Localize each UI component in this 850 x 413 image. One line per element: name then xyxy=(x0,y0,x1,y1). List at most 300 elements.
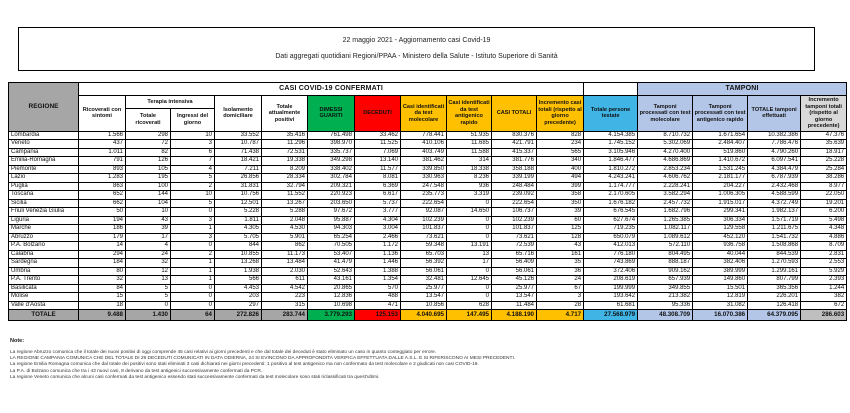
value-cell: 52.643 xyxy=(308,267,355,276)
table-header xyxy=(9,83,847,132)
region-cell: P.A. Bolzano xyxy=(9,242,79,251)
value-cell: 1.571.719 xyxy=(748,216,801,225)
value-cell: 6.200 xyxy=(801,208,847,217)
value-cell: 11.552 xyxy=(262,191,308,200)
value-cell: 389.999 xyxy=(693,267,748,276)
value-cell: 283.744 xyxy=(262,310,308,321)
value-cell: 0 xyxy=(126,301,171,310)
region-cell: Veneto xyxy=(9,140,79,149)
value-cell: 1.915.017 xyxy=(693,199,748,208)
value-cell: 888.187 xyxy=(638,259,693,268)
table-row xyxy=(9,140,847,149)
value-cell: 1.938 xyxy=(215,267,262,276)
value-cell: 51.935 xyxy=(447,131,492,140)
value-cell: 2.432.468 xyxy=(748,182,801,191)
value-cell: 2 xyxy=(171,250,215,259)
value-cell: 365.356 xyxy=(748,284,801,293)
value-cell: 8.709 xyxy=(801,242,847,251)
value-cell: 4.886 xyxy=(801,233,847,242)
value-cell: 43.161 xyxy=(308,276,355,285)
value-cell: 2.553 xyxy=(801,259,847,268)
table-row xyxy=(9,216,847,225)
value-cell: 0 xyxy=(171,301,215,310)
value-cell: 5.498 xyxy=(801,216,847,225)
value-cell: 186 xyxy=(79,225,126,234)
value-cell: 350 xyxy=(537,199,584,208)
value-cell: 2.048 xyxy=(262,216,308,225)
value-cell: 0 xyxy=(171,242,215,251)
value-cell: 56.392 xyxy=(401,259,447,268)
value-cell: 126.418 xyxy=(748,301,801,310)
value-cell: 830.376 xyxy=(492,131,537,140)
region-cell: Sicilia xyxy=(9,199,79,208)
value-cell: 650.079 xyxy=(584,233,638,242)
value-cell: 0 xyxy=(447,284,492,293)
title-line2: Dati aggregati quotidiani Regioni/PPAA - Ministero della Salute - Istituto Superiore di Sanità xyxy=(275,53,558,61)
value-cell: 26.856 xyxy=(215,174,262,183)
value-cell: 40.044 xyxy=(693,250,748,259)
value-cell: 719.235 xyxy=(584,225,638,234)
value-cell: 349.298 xyxy=(308,157,355,166)
value-cell: 3.004 xyxy=(355,225,401,234)
value-cell: 11.588 xyxy=(447,148,492,157)
value-cell: 61.681 xyxy=(584,301,638,310)
value-cell: 372.406 xyxy=(584,267,638,276)
table-row xyxy=(9,301,847,310)
value-cell: 2.466 xyxy=(355,233,401,242)
value-cell: 400 xyxy=(537,165,584,174)
value-cell: 381.776 xyxy=(492,157,537,166)
value-cell: 82 xyxy=(126,148,171,157)
value-cell: 1.265.385 xyxy=(638,216,693,225)
value-cell: 421.791 xyxy=(492,140,537,149)
value-cell: 415.337 xyxy=(492,148,537,157)
value-cell: 204.227 xyxy=(693,182,748,191)
value-cell: 128 xyxy=(537,233,584,242)
value-cell: 18.917 xyxy=(801,148,847,157)
value-cell: 5.302.069 xyxy=(638,140,693,149)
header-tamponi-banner: TAMPONI xyxy=(638,83,847,96)
value-cell: 43 xyxy=(126,216,171,225)
value-cell: 4 xyxy=(126,242,171,251)
value-cell: 6.617 xyxy=(355,191,401,200)
value-cell: 627.674 xyxy=(584,216,638,225)
value-cell: 203.650 xyxy=(308,199,355,208)
value-cell: 67 xyxy=(537,284,584,293)
value-cell: 936.758 xyxy=(693,242,748,251)
value-cell: 12.836 xyxy=(308,293,355,302)
value-cell: 844.539 xyxy=(748,250,801,259)
value-cell: 45.126 xyxy=(492,276,537,285)
value-cell: 1.006.305 xyxy=(693,191,748,200)
value-cell: 33.552 xyxy=(215,131,262,140)
value-cell: 11.173 xyxy=(262,250,308,259)
notes-section xyxy=(10,338,846,381)
region-cell: Abruzzo xyxy=(9,233,79,242)
value-cell: 27.568.979 xyxy=(584,310,638,321)
value-cell: 32.481 xyxy=(401,276,447,285)
value-cell: 1.846.477 xyxy=(584,157,638,166)
value-cell: 70.505 xyxy=(308,242,355,251)
value-cell: 565 xyxy=(537,148,584,157)
value-cell: 11.296 xyxy=(262,140,308,149)
value-cell: 657.939 xyxy=(638,276,693,285)
header-totale-ricoverati: Totale ricoverati xyxy=(126,109,171,131)
value-cell: 662 xyxy=(79,199,126,208)
value-cell: 909.162 xyxy=(638,267,693,276)
value-cell: 306.334 xyxy=(693,216,748,225)
value-cell: 299.341 xyxy=(693,208,748,217)
value-cell: 6 xyxy=(171,148,215,157)
value-cell: 1.174.777 xyxy=(584,182,638,191)
value-cell: 5.288 xyxy=(262,208,308,217)
value-cell: 403.749 xyxy=(401,148,447,157)
header-casi-totali: CASI TOTALI xyxy=(492,96,537,132)
value-cell: 39 xyxy=(537,208,584,217)
table-row xyxy=(9,250,847,259)
value-cell: 437 xyxy=(79,140,126,149)
value-cell: 105 xyxy=(126,165,171,174)
value-cell: 1.745.152 xyxy=(584,140,638,149)
value-cell: 234 xyxy=(537,140,584,149)
value-cell: 3 xyxy=(171,140,215,149)
value-cell: 97.672 xyxy=(308,208,355,217)
value-cell: 11.525 xyxy=(355,140,401,149)
table-row xyxy=(9,276,847,285)
value-cell: 35.639 xyxy=(801,140,847,149)
value-cell: 2.030 xyxy=(262,267,308,276)
value-cell: 226.201 xyxy=(748,293,801,302)
value-cell: 222.654 xyxy=(492,199,537,208)
region-cell: Puglia xyxy=(9,182,79,191)
value-cell: 179 xyxy=(79,233,126,242)
value-cell: 5.228 xyxy=(215,208,262,217)
value-cell: 13.267 xyxy=(262,199,308,208)
value-cell: 2.853.234 xyxy=(638,165,693,174)
value-cell: 13 xyxy=(447,250,492,259)
value-cell: 147.495 xyxy=(447,310,492,321)
value-cell: 10.787 xyxy=(215,140,262,149)
value-cell: 1.531.245 xyxy=(693,165,748,174)
value-cell: 0 xyxy=(171,293,215,302)
title-box xyxy=(18,27,815,71)
value-cell: 4.372.749 xyxy=(748,199,801,208)
value-cell: 125.153 xyxy=(355,310,401,321)
table-row xyxy=(9,208,847,217)
value-cell: 936 xyxy=(447,182,492,191)
value-cell: 1.508.868 xyxy=(748,242,801,251)
value-cell: 1 xyxy=(171,276,215,285)
table-row xyxy=(9,165,847,174)
value-cell: 59.348 xyxy=(401,242,447,251)
value-cell: 4 xyxy=(171,165,215,174)
value-cell: 1.089.612 xyxy=(638,233,693,242)
value-cell: 209.321 xyxy=(308,182,355,191)
table-row xyxy=(9,293,847,302)
header-totale-tamponi: TOTALE tamponi effettuati xyxy=(748,96,801,132)
value-cell: 4.453 xyxy=(215,284,262,293)
value-cell: 239.092 xyxy=(492,191,537,200)
value-cell: 73.621 xyxy=(492,233,537,242)
value-cell: 35 xyxy=(537,259,584,268)
value-cell: 19.201 xyxy=(801,199,847,208)
region-cell: Molise xyxy=(9,293,79,302)
value-cell: 315 xyxy=(262,301,308,310)
value-cell: 4.040.695 xyxy=(401,310,447,321)
header-tamponi-antigenico: Tamponi processati con test antigenico rapido xyxy=(693,96,748,132)
value-cell: 0 xyxy=(447,233,492,242)
value-cell: 195 xyxy=(126,174,171,183)
value-cell: 1.810.272 xyxy=(584,165,638,174)
value-cell: 807.799 xyxy=(748,276,801,285)
value-cell: 0 xyxy=(447,267,492,276)
value-cell: 863 xyxy=(79,182,126,191)
value-cell: 6.369 xyxy=(355,182,401,191)
value-cell: 314 xyxy=(447,157,492,166)
value-cell: 2.457.732 xyxy=(638,199,693,208)
value-cell: 0 xyxy=(447,225,492,234)
value-cell: 4.686.869 xyxy=(638,157,693,166)
value-cell: 13 xyxy=(126,276,171,285)
region-cell: Sardegna xyxy=(9,259,79,268)
value-cell: 8.977 xyxy=(801,182,847,191)
value-cell: 35.416 xyxy=(262,131,308,140)
value-cell: 1.811 xyxy=(215,216,262,225)
value-cell: 381.462 xyxy=(401,157,447,166)
value-cell: 1.671.654 xyxy=(693,131,748,140)
header-attualmente-positivi: Totale attualmente positivi xyxy=(262,96,308,132)
value-cell: 804.495 xyxy=(638,250,693,259)
header-spacer xyxy=(584,83,638,96)
region-cell: Umbria xyxy=(9,267,79,276)
value-cell: 22.050 xyxy=(801,191,847,200)
region-cell: P.A. Trento xyxy=(9,276,79,285)
table-row xyxy=(9,233,847,242)
region-cell: Lombardia xyxy=(9,131,79,140)
value-cell: 10 xyxy=(171,191,215,200)
value-cell: 5 xyxy=(126,293,171,302)
value-cell: 199.999 xyxy=(584,284,638,293)
value-cell: 101.837 xyxy=(492,225,537,234)
header-incremento-tamponi: Incremento tamponi totali (rispetto al giorno precedente) xyxy=(801,96,847,132)
header-regione: REGIONE xyxy=(9,83,79,132)
value-cell: 149.860 xyxy=(693,276,748,285)
value-cell: 106.737 xyxy=(492,208,537,217)
value-cell: 4.270.400 xyxy=(638,148,693,157)
value-cell: 9.488 xyxy=(79,310,126,321)
value-cell: 102.239 xyxy=(401,216,447,225)
table-row xyxy=(9,225,847,234)
table-row xyxy=(9,157,847,166)
value-cell: 32 xyxy=(126,259,171,268)
value-cell: 340 xyxy=(537,157,584,166)
value-cell: 297 xyxy=(215,301,262,310)
value-cell: 298 xyxy=(126,131,171,140)
value-cell: 1.446 xyxy=(355,259,401,268)
value-cell: 213.382 xyxy=(638,293,693,302)
value-cell: 5.901 xyxy=(262,233,308,242)
value-cell: 56.061 xyxy=(492,267,537,276)
header-terapia-intensiva: Terapia intensiva xyxy=(126,96,215,109)
value-cell: 184 xyxy=(79,259,126,268)
value-cell: 31.082 xyxy=(693,301,748,310)
value-cell: 6.787.939 xyxy=(748,174,801,183)
value-cell: 102.239 xyxy=(492,216,537,225)
value-cell: 18.338 xyxy=(447,165,492,174)
value-cell: 1.676.182 xyxy=(584,199,638,208)
value-cell: 5.705 xyxy=(215,233,262,242)
value-cell: 2.228.241 xyxy=(638,182,693,191)
value-cell: 95.887 xyxy=(308,216,355,225)
value-cell: 64 xyxy=(171,310,215,321)
value-cell: 398.970 xyxy=(308,140,355,149)
region-cell: Marche xyxy=(9,225,79,234)
value-cell: 11.577 xyxy=(355,165,401,174)
header-ingressi-giorno: Ingressi del giorno xyxy=(171,109,215,131)
value-cell: 1.270.593 xyxy=(748,259,801,268)
value-cell: 862 xyxy=(262,242,308,251)
value-cell: 73.621 xyxy=(401,233,447,242)
value-cell: 84 xyxy=(79,284,126,293)
header-tamponi-molecolare: Tamponi processati con test molecolare xyxy=(638,96,693,132)
value-cell: 628 xyxy=(447,301,492,310)
value-cell: 25.284 xyxy=(801,165,847,174)
value-cell: 161 xyxy=(537,250,584,259)
region-cell: Liguria xyxy=(9,216,79,225)
region-cell: Piemonte xyxy=(9,165,79,174)
table-row xyxy=(9,191,847,200)
value-cell: 4.188.190 xyxy=(492,310,537,321)
value-cell: 2.393 xyxy=(801,276,847,285)
value-cell: 39 xyxy=(126,225,171,234)
header-deceduti: DECEDUTI xyxy=(355,96,401,132)
note-line: La P.A. di Bolzano comunica che tra i 43 nuovi casi, 8 derivano da test antigenici successivamente confermati da PCR. xyxy=(10,368,263,374)
value-cell: 20.865 xyxy=(308,284,355,293)
value-cell: 16.070.386 xyxy=(693,310,748,321)
header-dimessi-guariti: DIMESSI GUARITI xyxy=(308,96,355,132)
value-cell: 248.484 xyxy=(492,182,537,191)
header-incremento-casi: Incremento casi totali (rispetto al giorno precedente) xyxy=(537,96,584,132)
region-cell: Toscana xyxy=(9,191,79,200)
value-cell: 5 xyxy=(171,174,215,183)
value-cell: 1.136 xyxy=(355,250,401,259)
value-cell: 1 xyxy=(171,267,215,276)
value-cell: 335.737 xyxy=(308,148,355,157)
value-cell: 0 xyxy=(171,208,215,217)
value-cell: 11.484 xyxy=(492,301,537,310)
header-casi-banner: CASI COVID-19 CONFERMATI xyxy=(79,83,584,96)
value-cell: 222.654 xyxy=(401,199,447,208)
value-cell: 6.097.541 xyxy=(748,157,801,166)
value-cell: 1 xyxy=(171,225,215,234)
value-cell: 101.837 xyxy=(401,225,447,234)
table-row xyxy=(9,182,847,191)
value-cell: 43 xyxy=(537,242,584,251)
value-cell: 38.286 xyxy=(801,174,847,183)
value-cell: 3.777 xyxy=(355,208,401,217)
value-cell: 10.756 xyxy=(215,191,262,200)
value-cell: 358.188 xyxy=(492,165,537,174)
value-cell: 1.244 xyxy=(801,284,847,293)
table-row xyxy=(9,174,847,183)
value-cell: 4.606.762 xyxy=(638,174,693,183)
value-cell: 14 xyxy=(79,242,126,251)
value-cell: 65.254 xyxy=(308,233,355,242)
value-cell: 53.407 xyxy=(308,250,355,259)
region-cell: Friuli Venezia Giulia xyxy=(9,208,79,217)
value-cell: 4.384.479 xyxy=(748,165,801,174)
region-cell: TOTALE xyxy=(9,310,79,321)
value-cell: 235.773 xyxy=(401,191,447,200)
header-casi-antigenico: Casi identificati da test antigenico rapido xyxy=(447,96,492,132)
value-cell: 12.645 xyxy=(447,276,492,285)
table-row xyxy=(9,148,847,157)
value-cell: 13.191 xyxy=(447,242,492,251)
value-cell: 41.479 xyxy=(308,259,355,268)
value-cell: 13.547 xyxy=(492,293,537,302)
value-cell: 14.650 xyxy=(447,208,492,217)
value-cell: 399 xyxy=(537,182,584,191)
covid-data-table xyxy=(8,82,847,321)
value-cell: 5.737 xyxy=(355,199,401,208)
value-cell: 4.305 xyxy=(215,225,262,234)
value-cell: 247.548 xyxy=(401,182,447,191)
value-cell: 72.531 xyxy=(262,148,308,157)
value-cell: 4.530 xyxy=(262,225,308,234)
value-cell: 7.786.476 xyxy=(748,140,801,149)
region-cell: Valle d'Aosta xyxy=(9,301,79,310)
value-cell: 1.011 xyxy=(79,148,126,157)
value-cell: 1.566 xyxy=(79,131,126,140)
value-cell: 1.172 xyxy=(355,242,401,251)
value-cell: 1.354 xyxy=(355,276,401,285)
value-cell: 10.856 xyxy=(401,301,447,310)
value-cell: 12 xyxy=(126,267,171,276)
value-cell: 339.850 xyxy=(401,165,447,174)
value-cell: 3.779.293 xyxy=(308,310,355,321)
value-cell: 893 xyxy=(79,165,126,174)
value-cell: 13.268 xyxy=(215,259,262,268)
value-cell: 10 xyxy=(126,208,171,217)
value-cell: 24 xyxy=(537,276,584,285)
value-cell: 2.181.177 xyxy=(693,174,748,183)
value-cell: 208.619 xyxy=(584,276,638,285)
note-line: La regione Veneto comunica che alcuni casi confermati da test antigenico essendo stati successivamente confermati da test molecolare sono stati riclassificati tra quest'ultimi. xyxy=(10,374,380,380)
value-cell: 1.982.137 xyxy=(748,208,801,217)
value-cell: 18 xyxy=(79,301,126,310)
value-cell: 92.087 xyxy=(401,208,447,217)
value-cell: 4.790.260 xyxy=(748,148,801,157)
value-cell: 566 xyxy=(215,276,262,285)
value-cell: 12.501 xyxy=(215,199,262,208)
value-cell: 743.869 xyxy=(584,259,638,268)
value-cell: 3.105.946 xyxy=(584,148,638,157)
value-cell: 2.484.407 xyxy=(693,140,748,149)
value-cell: 5 xyxy=(126,284,171,293)
note-line: La regione Emilia Romagna comunica che dal totale dei positivi sono stati eliminati 3 casi dichiarati nei giorni precedenti: 1 positivo al test antigenico ma non confermato da test molecolare e 2 giudicati non casi COVID-19. xyxy=(10,362,479,368)
value-cell: 570 xyxy=(355,284,401,293)
value-cell: 10.382.386 xyxy=(748,131,801,140)
value-cell: 7 xyxy=(171,157,215,166)
value-cell: 8.209 xyxy=(262,165,308,174)
region-cell: Emilia-Romagna xyxy=(9,157,79,166)
title-line1: 22 maggio 2021 - Aggiornamento casi Covid-19 xyxy=(342,36,491,44)
value-cell: 193.642 xyxy=(584,293,638,302)
value-cell: 10.855 xyxy=(215,250,262,259)
value-cell: 11.685 xyxy=(447,140,492,149)
value-cell: 4.348 xyxy=(801,225,847,234)
value-cell: 488 xyxy=(355,293,401,302)
